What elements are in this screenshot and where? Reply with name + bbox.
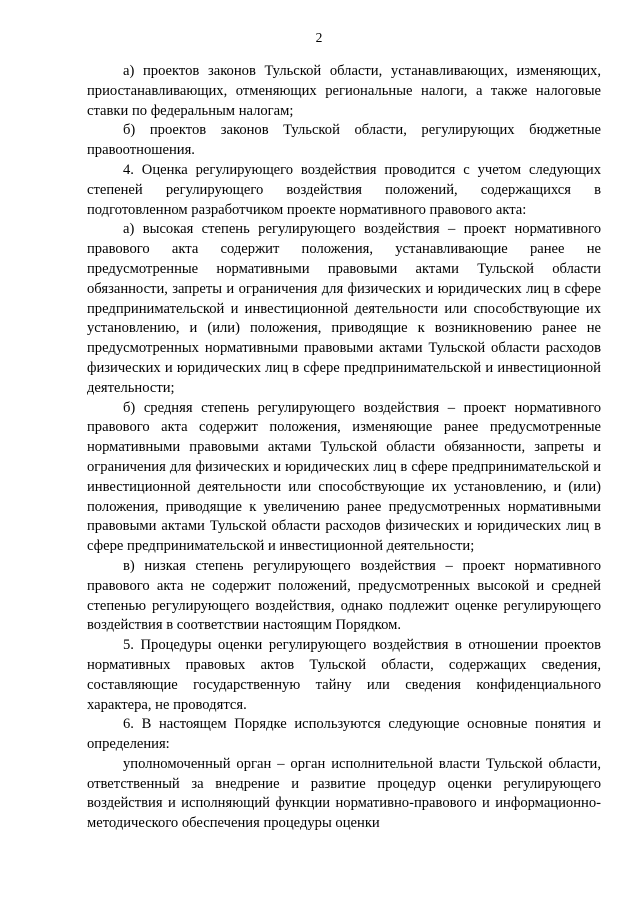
page-number: 2 (315, 30, 323, 45)
paragraph-3b: б) проектов законов Тульской области, регулирующих бюджетные правоотношения. (87, 122, 601, 159)
paragraph-4b: б) средняя степень регулирующего воздействия – проект нормативного правового акта содержит положения, изменяющие ранее предусмотренные нормативными правовыми актами Тульской области обязанности, запреты и ограничения для физических и юридических лиц в сфере предпринимательской и инвестиционной деятельности или способствующие их установлению, и (или) положения, приводящие к увеличению ранее предусмотренных нормативными правовыми актами Тульской области расходов физических и юридических лиц в сфере предпринимательской и инвестиционной деятельности; (87, 399, 601, 555)
paragraph-3a: а) проектов законов Тульской области, устанавливающих, изменяющих, приостанавливающих, отменяющих региональные налоги, а также налоговые ставки по федеральным налогам; (87, 63, 601, 119)
paragraph-5: 5. Процедуры оценки регулирующего воздействия в отношении проектов нормативных правовых актов Тульской области, содержащих сведения, составляющие государственную тайну или сведения конфиденциального характера, не проводятся. (87, 637, 601, 713)
paragraph-4c: в) низкая степень регулирующего воздействия – проект нормативного правового акта не содержит положений, предусмотренных высокой и средней степенью регулирующего воздействия, однако подлежит оценке регулирующего воздействия в соответствии настоящим Порядком. (87, 557, 601, 634)
paragraph-6: 6. В настоящем Порядке используются следующие основные понятия и определения: (87, 716, 601, 753)
paragraph-4: 4. Оценка регулирующего воздействия проводится с учетом следующих степеней регулирующего воздействия положений, содержащихся в подготовленном разработчиком проекте нормативного правового акта: (87, 161, 601, 218)
document-body (87, 62, 601, 834)
paragraph-4a: а) высокая степень регулирующего воздействия – проект нормативного правового акта содержит положения, устанавливающие ранее не предусмотренные нормативными правовыми актами Тульской области обязанности, запреты и ограничения для физических и юридических лиц в сфере предпринимательской и инвестиционной деятельности или способствующие их установлению, и (или) положения, приводящие к возникновению ранее не предусмотренных нормативными правовыми актами Тульской области расходов физических и юридических лиц в сфере предпринимательской и инвестиционной деятельности; (87, 221, 601, 396)
paragraph-6-definition: уполномоченный орган – орган исполнительной власти Тульской области, ответственный за внедрение и развитие процедур оценки регулирующего воздействия и исполняющий функции нормативно-правового и информационно-методического обеспечения процедуры оценки (87, 755, 601, 832)
